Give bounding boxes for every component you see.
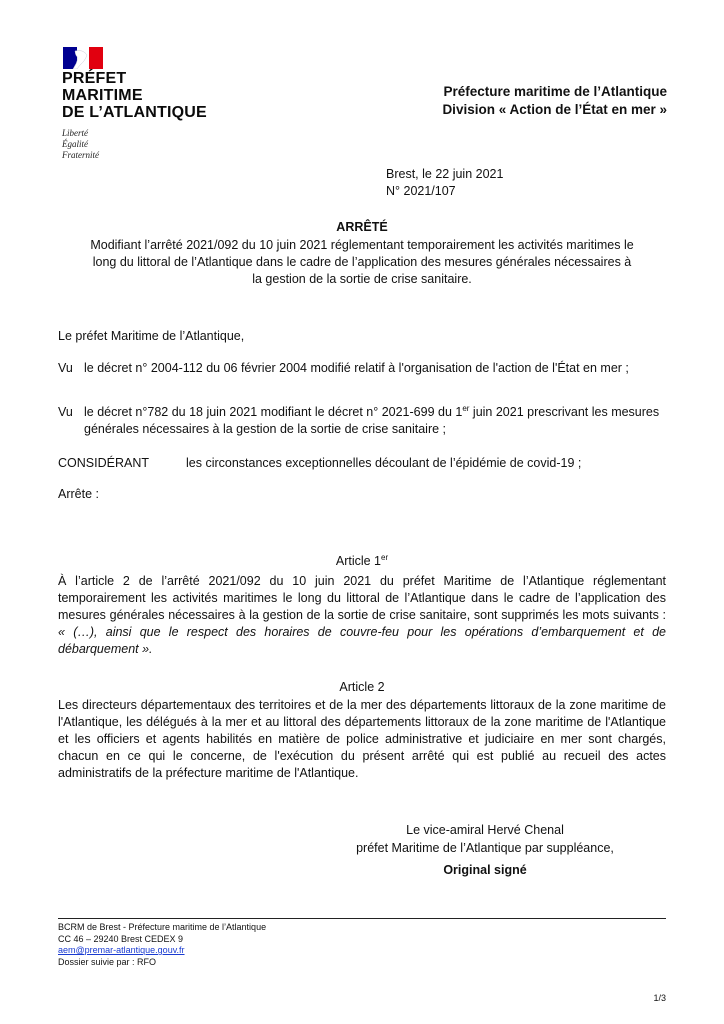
vu2-part-b: juin 2021 prescrivant les mesures générales nécessaires à la gestion de la sortie de crise sanitaire ; (84, 405, 660, 436)
footer-email-link[interactable]: aem@premar-atlantique.gouv.fr (58, 945, 185, 955)
article-1-heading (58, 553, 666, 570)
issuer-block (442, 83, 667, 119)
considerant-clause (58, 455, 666, 472)
footer-line-4: Dossier suivie par : RFO (58, 956, 157, 967)
date-reference (386, 166, 503, 200)
reference-number: N° 2021/107 (386, 184, 456, 198)
signature-status: Original signé (443, 863, 527, 877)
vu-text-2 (84, 404, 666, 438)
preamble: Le préfet Maritime de l’Atlantique, (58, 329, 245, 343)
vu-label: Vu (58, 361, 73, 375)
article-2-text: Les directeurs départementaux des territoires et de la mer des départements littoraux de la zone maritime de l'Atlantique, les délégués à la mer et au littoral des départements littoraux de la zone maritime de l'Atlantique et les officiers et agents habilités en matière de police administrative et judiciaire en mer sont chargés, chacun en ce qui le concerne, de l'exécution du présent arrêté qui est publié au recueil des actes administratifs de la préfecture maritime de l'Atlantique. (58, 698, 666, 780)
vu2-superscript: er (462, 403, 470, 413)
article-1-quote: « (…), ainsi que le respect des horaires de couvre-feu pour les opérations d’embarquement et de débarquement ». (58, 625, 666, 656)
article-1-heading-text: Article 1 (335, 554, 382, 568)
prefet-maritime-title: PRÉFET MARITIME DE L’ATLANTIQUE (62, 70, 207, 121)
issuer-line-2: Division « Action de l’État en mer » (442, 102, 667, 117)
footer-divider (58, 918, 666, 919)
footer-line-2: CC 46 – 29240 Brest CEDEX 9 (58, 933, 184, 944)
footer-line-1: BCRM de Brest - Préfecture maritime de l’Atlantique (58, 922, 267, 932)
signatory-role: préfet Maritime de l’Atlantique par suppléance, (356, 841, 614, 855)
republic-motto: Liberté Égalité Fraternité (62, 128, 99, 160)
article-1-superscript: er (381, 552, 389, 562)
page-number: 1/3 (653, 993, 666, 1003)
article-2-heading: Article 2 (339, 680, 385, 694)
arrete-statement: Arrête : (58, 487, 99, 501)
considerant-label: CONSIDÉRANT (58, 456, 149, 470)
vu-clause-1 (58, 360, 666, 377)
considerant-text: les circonstances exceptionnelles découlant de l’épidémie de covid-19 ; (186, 456, 582, 470)
signatory-name: Le vice-amiral Hervé Chenal (406, 823, 564, 837)
vu-text-1: le décret n° 2004-112 du 06 février 2004 modifié relatif à l'organisation de l'action de l'État en mer ; (84, 361, 629, 375)
article-1-body: À l’article 2 de l’arrêté 2021/092 du 10 juin 2021 du préfet Maritime de l’Atlantique réglementant temporairement les activités maritimes le long du littoral de l’Atlantique dans le cadre de l’application des mesures générales nécessaires à la gestion de la sortie de crise sanitaire, sont supprimés les mots suivants : (58, 574, 666, 622)
article-1-text (58, 573, 666, 658)
vu-clause-2 (58, 404, 666, 438)
date: Brest, le 22 juin 2021 (386, 167, 504, 181)
vu2-part-a: le décret n°782 du 18 juin 2021 modifiant le décret n° 2021-699 du 1 (84, 405, 463, 419)
footer-contact (58, 922, 266, 968)
issuer-line-1: Préfecture maritime de l’Atlantique (443, 84, 667, 99)
marianne-flag-logo (63, 47, 103, 69)
vu-label: Vu (58, 405, 73, 419)
decree-subtitle: Modifiant l’arrêté 2021/092 du 10 juin 2021 réglementant temporairement les activités maritimes le long du littoral de l’Atlantique dans le cadre de l’application des mesures générales nécessaires à la gestion de la sortie de crise sanitaire. (90, 238, 634, 286)
decree-heading: ARRÊTÉ (336, 220, 388, 234)
